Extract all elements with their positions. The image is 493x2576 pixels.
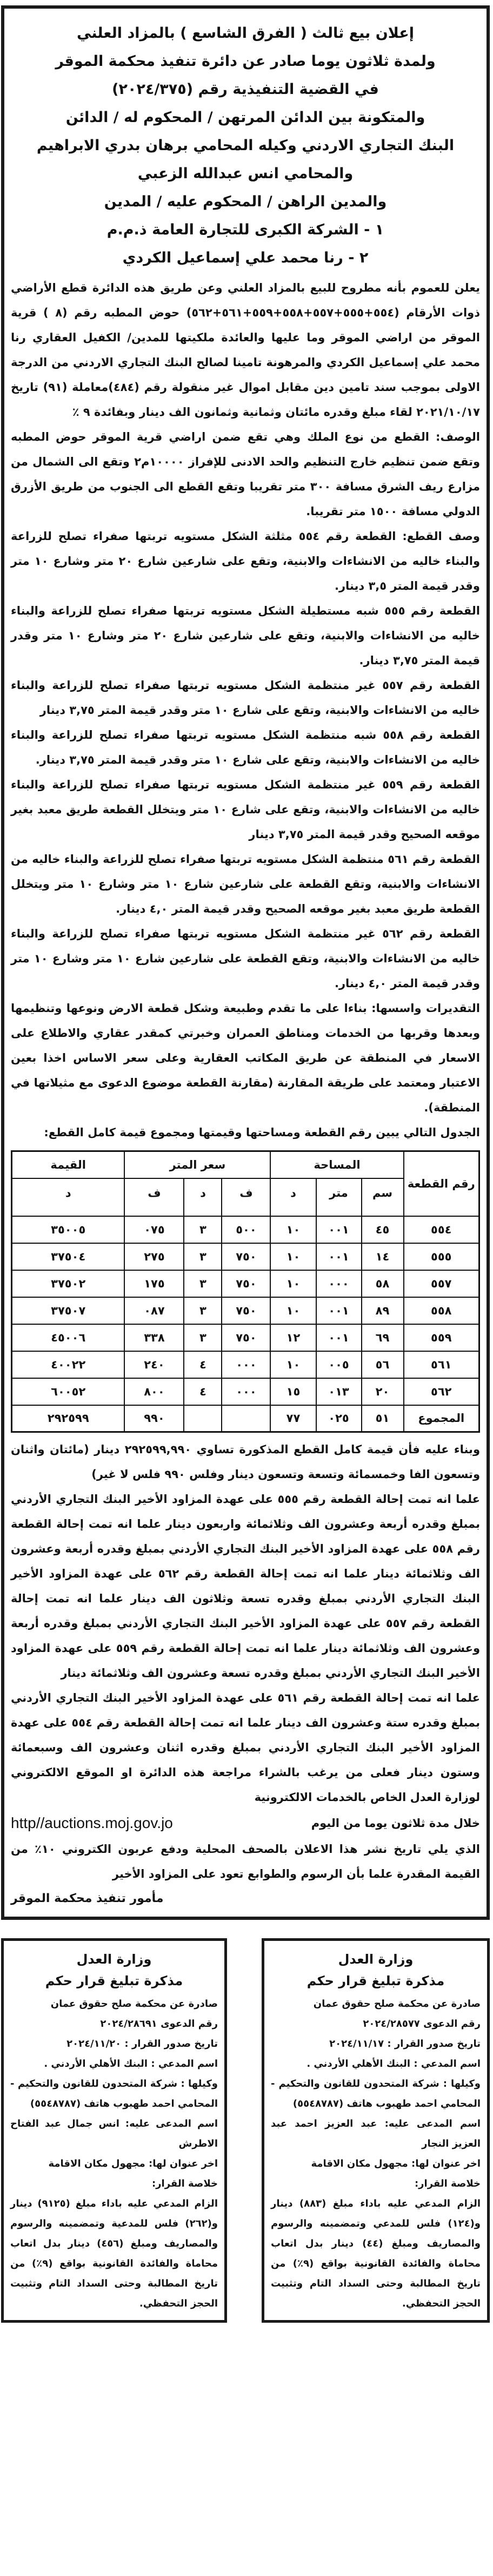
table-cell: ٥٥٥ [404, 1243, 479, 1270]
description-paragraph: الوصف: القطع من نوع الملك وهي تقع ضمن اراضي قرية الموقر حوض المطبه وتقع ضمن تنظيم خارج التنظيم والحد الادنى للإفراز ١٠٠٠٠م٢ وتقع الى الشمال من مزارع ريف الشرق مسافة ٣٠٠ متر تقريبا وتقع القطع الى الجنوب من طريق الأزرق الدولي مسافة ١٥٠٠ متر تقريبا. [11, 430, 481, 518]
table-cell: ١٧٥ [124, 1270, 184, 1297]
decision-date: تاريخ صدور القرار : ٢٠٢٤/١١/٢٠ [66, 2038, 218, 2049]
notices-row [1, 1938, 490, 2323]
header-price-per-meter: سعر المتر [124, 1151, 270, 1178]
header-plot-number: رقم القطعة [404, 1151, 479, 1216]
table-cell: ٧٥٠ [222, 1243, 270, 1270]
table-cell: ٣٧٥٠٢ [12, 1270, 125, 1297]
table-cell: ٧٥٠ [222, 1270, 270, 1297]
table-cell: ٤٠٠٢٢ [12, 1351, 125, 1378]
table-cell: ٤ [184, 1378, 222, 1405]
table-cell: ٥٨ [362, 1270, 404, 1297]
table-cell: ٥٥٨ [404, 1297, 479, 1324]
title-line: ١ - الشركة الكبرى للتجارة العامة ذ.م.م [106, 221, 384, 238]
table-row [12, 1297, 479, 1324]
subheader: متر [316, 1178, 362, 1216]
table-intro: الجدول التالي يبين رقم القطعة ومساحتها وقيمتها ومجموع قيمة كامل القطع: [44, 1126, 480, 1139]
table-cell: ٠١٣ [316, 1378, 362, 1405]
signature: مأمور تنفيذ محكمة الموقر [11, 1892, 164, 1905]
table-cell: ٠٨٧ [124, 1297, 184, 1324]
table-cell [184, 1405, 222, 1432]
table-row [12, 1378, 479, 1405]
plots-table [11, 1150, 480, 1433]
table-cell [222, 1405, 270, 1432]
plot-description: وصف القطع: القطعة رقم ٥٥٤ مثلثة الشكل مستويه تربتها صفراء تصلح للزراعة والبناء خاليه من الانشاءات والابنية، وتقع على شارعين شارع ٢٠ متر وشارع ١٠ متر وقدر قيمة المتر ٣,٥ دينار. [11, 530, 480, 592]
table-row [12, 1243, 479, 1270]
table-cell: ٣ [184, 1324, 222, 1351]
table-cell: ٥٦ [362, 1351, 404, 1378]
subheader: د [270, 1178, 316, 1216]
table-cell: ٠٠١ [316, 1324, 362, 1351]
decision-date: تاريخ صدور القرار : ٢٠٢٤/١١/١٧ [329, 2038, 481, 2049]
table-cell: ٠٠٠ [222, 1351, 270, 1378]
subheader: د [12, 1178, 125, 1216]
last-address: اخر عنوان لها: مجهول مكان الاقامة [48, 2158, 218, 2169]
notice-line: صادرة عن محكمة صلح حقوق عمان [50, 1998, 218, 2009]
plot-description: القطعة رقم ٥٥٨ شبه منتظمة الشكل مستويه تربتها صفراء تصلح للزراعة والبناء خاليه من الانشاءات والابنية، وتقع على شارع ١٠ متر وقدر قيمة المتر ٣,٧٥ دينار. [11, 729, 480, 766]
table-cell: ٣٧٥٠٤ [12, 1243, 125, 1270]
table-cell: ٧٧ [270, 1405, 316, 1432]
table-cell: ٧٥٠ [222, 1297, 270, 1324]
table-cell: ١٥ [270, 1378, 316, 1405]
table-cell: ٣ [184, 1270, 222, 1297]
table-cell: ٥٦٢ [404, 1378, 479, 1405]
title-line: والمدين الراهن / المحكوم عليه / المدين [104, 193, 387, 210]
decision-summary-label: خلاصة القرار: [151, 2178, 218, 2189]
title-line: والمتكونة بين الدائن المرتهن / المحكوم له / الدائن [65, 109, 425, 126]
final-paragraph: الذي يلي تاريخ نشر هذا الاعلان بالصحف المحلية ودفع عربون الكتروني ١٠٪ من القيمة المقدرة علما بأن الرسوم والطوابع تعود على المزاود الأخير [11, 1843, 480, 1880]
table-row [12, 1351, 479, 1378]
table-row [12, 1324, 479, 1351]
table-row [12, 1216, 479, 1243]
table-cell: ٠٧٥ [124, 1216, 184, 1243]
announcement-body [11, 275, 480, 1911]
defendant: اسم المدعى عليه: عبد العزيز احمد عبد العزيز النجار [271, 2118, 481, 2149]
table-cell: ٠٠٠ [316, 1270, 362, 1297]
plaintiff-agent: وكيلها : شركة المتحدون للقانون والتحكيم - المحامي احمد طهبوب هاتف (٥٥٤٨٧٨٧) [271, 2078, 481, 2109]
table-cell: ١٠ [270, 1270, 316, 1297]
auction-announcement [1, 5, 490, 1920]
subheader: سم [362, 1178, 404, 1216]
plaintiff: اسم المدعي : البنك الأهلي الأردني . [44, 2058, 218, 2069]
table-cell: ٣٧٥٠٧ [12, 1297, 125, 1324]
table-cell: ١٤ [362, 1243, 404, 1270]
title-line: ٢ - رنا محمد علي إسماعيل الكردي [122, 249, 369, 266]
table-cell: ٢٤٠ [124, 1351, 184, 1378]
table-cell: ٠٠١ [316, 1243, 362, 1270]
notice-line: صادرة عن محكمة صلح حقوق عمان [313, 1998, 481, 2009]
table-cell: ٣ [184, 1297, 222, 1324]
table-row [12, 1270, 479, 1297]
table-cell: ٥٠٠ [222, 1216, 270, 1243]
plot-description: القطعة رقم ٥٦٢ غير منتظمة الشكل مستويه تربتها صفراء تصلح للزراعة والبناء خاليه من الانشاءات والابنية، وتقع القطعة على شارعين شارع ١٠ متر وشارع ١٠ متر وقدر قيمة المتر ٤,٠ دينار. [11, 927, 480, 990]
table-cell: ٨٠٠ [124, 1378, 184, 1405]
title-line: في القضية التنفيذية رقم (٢٠٢٤/٣٧٥) [112, 81, 379, 98]
table-cell: ٥١ [362, 1405, 404, 1432]
table-cell: ٤٥٠٠٦ [12, 1324, 125, 1351]
table-cell: ٥٥٤ [404, 1216, 479, 1243]
table-cell: ٥٥٩ [404, 1324, 479, 1351]
referral-paragraph: علما انه تمت إحالة القطعة رقم ٥٦١ على عهدة المزاود الأخير البنك التجاري الأردني بمبلغ وقدره ستة وعشرون الف دينار علما انه تمت إحالة القطعة رقم ٥٥٤ على عهدة المزاود الأخير البنك التجاري الأردني بمبلغ وقدره اثنان وعشرون الف وسبعمائة وستون دينار فعلى من يرغب بالشراء مراجعة هذه الدائرة او الموقع الالكتروني لوزارة العدل الخاص بالخدمات الالكترونية [11, 1691, 480, 1804]
case-number: رقم الدعوى ٢٠٢٤/٢٨٦٩١ [100, 2018, 218, 2029]
auctions-link[interactable]: http//auctions.moj.gov.jo [11, 1815, 173, 1831]
decision-summary: الزام المدعي عليه باداء مبلغ (٩١٢٥) دينار و(٢٦٢) فلس للمدعية وتمضمينه والرسوم والمصاريف ومبلغ (٤٥٦) دينار بدل اتعاب محاماة والفائدة القانونية بواقع (٩٪) من تاريخ المطالبة وحتى السداد التام وتثبيت الحجز التحفظي. [10, 2198, 218, 2309]
table-cell: ٣ [184, 1216, 222, 1243]
table-cell: ٥٦١ [404, 1351, 479, 1378]
notice-judgment-28691 [1, 1938, 227, 2323]
table-cell: ٠٠٠ [222, 1378, 270, 1405]
notice-title: مذكرة تبليغ قرار حكم [307, 1973, 445, 1988]
defendant: اسم المدعى عليه: انس جمال عبد الفتاح الاطرش [10, 2118, 218, 2149]
table-cell: ٦٠٠٥٢ [12, 1378, 125, 1405]
table-cell: ٣ [184, 1243, 222, 1270]
plot-description: القطعة رقم ٥٥٩ غير منتظمة الشكل مستويه تربتها صفراء تصلح للزراعة والبناء خاليه من الانشاءات والابنية، وتقع على شارع ١٠ متر ويتخلل القطعة طريق معبد بغير موقعه الصحيح وقدر قيمة المتر ٣,٧٥ دينار [11, 778, 480, 841]
table-cell: ٤٥ [362, 1216, 404, 1243]
notice-title: مذكرة تبليغ قرار حكم [45, 1973, 183, 1988]
table-cell: المجموع [404, 1405, 479, 1432]
table-cell: ١٠ [270, 1297, 316, 1324]
table-cell: ٢٧٥ [124, 1243, 184, 1270]
plot-description: القطعة رقم ٥٦١ منتظمة الشكل مستويه تربتها صفراء تصلح للزراعة والبناء خاليه من الانشاءات والابنية، وتقع القطعة على شارعين شارع ١٠ متر وشارع ١٠ متر ويتخلل القطعة طريق معبد بغير موقعه الصحيح وقدر قيمة المتر ٤,٠ دينار. [11, 853, 480, 915]
valuation-basis: التقديرات واسسها: بناءا على ما تقدم وطبيعة وشكل قطعة الارض ونوعها وتنظيمها وبعدها وقربها من الخدمات ومناطق العمران وخبرتي كمقدر عقاري والاطلاع على الاسعار في المنطقة عن طريق المكاتب العقارية وعلى سعر الاساس اخذا بعين الاعتبار ومعتمد على طريقة المقارنة (مقارنة القطعة موضوع الدعوى مع مثيلاتها في المنطقة). [11, 1002, 480, 1114]
ministry-title: وزارة العدل [76, 1952, 152, 1967]
table-cell: ٦٩ [362, 1324, 404, 1351]
table-cell: ٤ [184, 1351, 222, 1378]
table-cell: ٨٩ [362, 1297, 404, 1324]
table-cell: ٠٠١ [316, 1216, 362, 1243]
title-line: البنك التجاري الاردني وكيله المحامي برهان بدري الابراهيم [36, 137, 455, 154]
table-cell: ٣٣٨ [124, 1324, 184, 1351]
subheader: ف [124, 1178, 184, 1216]
referral-paragraph: علما انه تمت إحالة القطعة رقم ٥٥٥ على عهدة المزاود الأخير البنك التجاري الأردني بمبلغ وقدره أربعة وعشرون الف وثلاثمائة واربعون دينار علما انه تمت إحالة القطعة رقم ٥٥٨ على عهدة المزاود الأخير البنك التجاري الأردني بمبلغ وقدره أربعة وعشرون الف وثلاثمائة دينار علما انه تمت إحالة القطعة رقم ٥٦٢ على عهدة المزاود الأخير البنك التجاري الأردني بمبلغ وقدره تسعة وثلاثون الف دينار علما انه تمت إحالة القطعة رقم ٥٥٧ على عهدة المزاود الأخير البنك التجاري الأردني بمبلغ وقدره أربعة وعشرون الف وثلاثمائة دينار علما انه تمت إحالة القطعة رقم ٥٥٩ على عهدة المزاود الأخير البنك التجاري الأردني بمبلغ وقدره تسعة وعشرون الف وثلاثمائة دينار [11, 1493, 480, 1680]
table-cell: ١٢ [270, 1324, 316, 1351]
intro-paragraph: يعلن للعموم بأنه مطروح للبيع بالمزاد العلني وعن طريق هذه الدائرة قطع الأراضي ذوات الأرقام (٥٥٤+٥٥٥+٥٥٧+٥٥٨+٥٥٩+٥٦١+٥٦٢) حوض المطبه رقم (٨ ) قرية الموقر من اراضي الموقر وما عليها والعائدة ملكيتها للمدين/ الكفيل العقاري رنا محمد علي إسماعيل الكردي والمرهونة تامينا لصالح البنك التجاري الاردني من الدرجة الاولى بموجب سند تامين دين مقابل اموال غير منقولة رقم (٤٨٤)معاملة (٩١) تاريخ ٢٠٢١/١٠/١٧ لقاء مبلغ وقدره مائتان وثمانية وثمانون الف دينار وبفائدة ٩ ٪ [11, 281, 481, 419]
ministry-title: وزارة العدل [338, 1952, 414, 1967]
table-cell: ١٠ [270, 1351, 316, 1378]
subheader: د [184, 1178, 222, 1216]
header-area: المساحة [270, 1151, 403, 1178]
table-cell: ١٠ [270, 1243, 316, 1270]
plaintiff: اسم المدعي : البنك الأهلي الأردني . [307, 2058, 481, 2069]
title-line: والمحامي انس عبدالله الزعبي [137, 165, 354, 182]
url-line [11, 1810, 480, 1837]
total-value-paragraph: وبناء عليه فأن قيمة كامل القطع المذكورة تساوي ٢٩٢٥٩٩,٩٩٠ دينار (مائتان واثنان وتسعون الفا وخمسمائة وتسعة وتسعون دينار وفلس ٩٩٠ فلس لا غير) [11, 1443, 480, 1481]
subheader: ف [222, 1178, 270, 1216]
title-line: إعلان بيع ثالث ( الفرق الشاسع ) بالمزاد العلني [77, 25, 414, 42]
table-cell: ٠٢٥ [316, 1405, 362, 1432]
table-cell: ٢٩٢٥٩٩ [12, 1405, 125, 1432]
table-cell: ٠٠٥ [316, 1351, 362, 1378]
case-number: رقم الدعوى ٢٠٢٤/٢٨٥٧٧ [363, 2018, 481, 2029]
table-cell: ٥٥٧ [404, 1270, 479, 1297]
title-line: ولمدة ثلاثون يوما صادر عن دائرة تنفيذ محكمة الموقر [55, 53, 436, 70]
decision-summary: الزام المدعي عليه باداء مبلغ (٨٨٣) دينار و(١٢٤) فلس للمدعي وتمضمينه والرسوم والمصاريف ومبلغ (٤٤) دينار بدل اتعاب محاماة والفائدة القانونية بواقع (٩٪) من تاريخ المطالبة وحتى السداد التام وتثبيت الحجز التحفظي. [271, 2198, 481, 2309]
notice-judgment-28577 [262, 1938, 490, 2323]
plot-description: القطعة رقم ٥٥٧ غير منتظمة الشكل مستويه تربتها صفراء تصلح للزراعة والبناء خاليه من الانشاءات والابنية، وتقع على شارع ١٠ متر وقدر قيمة المتر ٣,٧٥ دينار [11, 679, 480, 717]
url-suffix: خلال مدة ثلاثون يوما من اليوم [311, 1817, 480, 1830]
decision-summary-label: خلاصة القرار: [414, 2178, 481, 2189]
table-cell: ٢٠ [362, 1378, 404, 1405]
table-cell: ٩٩٠ [124, 1405, 184, 1432]
table-total-row [12, 1405, 479, 1432]
header-value: القيمة [12, 1151, 125, 1178]
plaintiff-agent: وكيلها : شركة المتحدون للقانون والتحكيم - المحامي احمد طهبوب هاتف (٥٥٤٨٧٨٧) [10, 2078, 218, 2109]
table-cell: ٠٠١ [316, 1297, 362, 1324]
table-cell: ٣٥٠٠٥ [12, 1216, 125, 1243]
last-address: اخر عنوان لها: مجهول مكان الاقامة [311, 2158, 481, 2169]
table-cell: ٧٥٠ [222, 1324, 270, 1351]
table-cell: ١٠ [270, 1216, 316, 1243]
announcement-header [11, 19, 480, 272]
plot-description: القطعة رقم ٥٥٥ شبه مستطيلة الشكل مستويه تربتها صفراء تصلح للزراعة والبناء خاليه من الانشاءات والابنية، وتقع على شارعين شارع ٢٠ متر وشارع ١٠ متر وقدر قيمة المتر ٣,٧٥ دينار. [11, 604, 480, 667]
